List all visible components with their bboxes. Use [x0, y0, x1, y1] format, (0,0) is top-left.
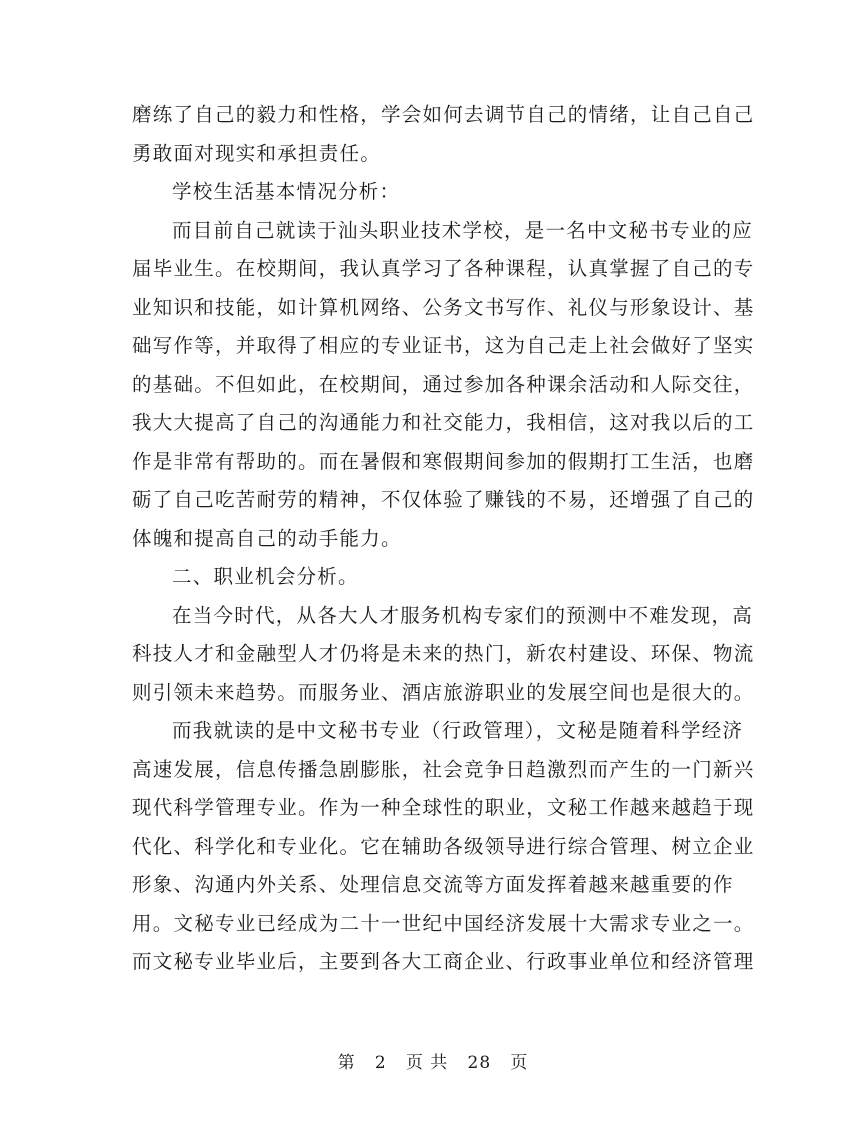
text-line: 届毕业生。在校期间，我认真学习了各种课程，认真掌握了自己的专 [132, 257, 755, 280]
text-line: 用。文秘专业已经成为二十一世纪中国经济发展十大需求专业之一。 [132, 911, 755, 935]
footer-prefix: 第 [337, 1053, 356, 1073]
text-line: 业知识和技能，如计算机网络、公务文书写作、礼仪与形象设计、基 [132, 295, 755, 319]
text-line: 磨练了自己的毅力和性格，学会如何去调节自己的情绪，让自己自己 [132, 103, 755, 126]
text-line: 的基础。不但如此，在校期间，通过参加各种课余活动和人际交往， [132, 372, 755, 396]
footer-page-number: 2 [374, 1053, 387, 1073]
text-line: 现代科学管理专业。作为一种全球性的职业，文秘工作越来越趋于现 [132, 796, 755, 819]
text-line: 础写作等，并取得了相应的专业证书，这为自己走上社会做好了坚实 [132, 334, 755, 357]
text-line: 作是非常有帮助的。而在暑假和寒假期间参加的假期打工生活，也磨 [132, 449, 755, 473]
text-line: 科技人才和金融型人才仍将是未来的热门，新农村建设、环保、物流 [132, 642, 755, 665]
text-line: 而我就读的是中文秘书专业（行政管理），文秘是随着科学经济 [172, 719, 744, 742]
text-line: 代化、科学化和专业化。它在辅助各级领导进行综合管理、树立企业 [132, 834, 755, 858]
text-line: 则引领未来趋势。而服务业、酒店旅游职业的发展空间也是很大的。 [132, 680, 755, 704]
section-heading: 二、职业机会分析。 [172, 565, 359, 588]
section-heading: 学校生活基本情况分析： [172, 180, 401, 203]
text-line: 形象、沟通内外关系、处理信息交流等方面发挥着越来越重要的作 [132, 873, 734, 896]
text-line: 而目前自己就读于汕头职业技术学校，是一名中文秘书专业的应 [172, 218, 754, 242]
footer-suffix: 页 [510, 1053, 529, 1073]
document-body [132, 96, 755, 982]
text-line: 在当今时代，从各大人才服务机构专家们的预测中不难发现，高 [172, 603, 754, 627]
text-line: 体魄和提高自己的动手能力。 [132, 526, 402, 550]
text-line: 勇敢面对现实和承担责任。 [132, 141, 382, 165]
text-line: 砺了自己吃苦耐劳的精神，不仅体验了赚钱的不易，还增强了自己的 [132, 488, 755, 511]
footer-middle: 页 共 [405, 1053, 449, 1073]
text-line: 而文秘专业毕业后，主要到各大工商企业、行政事业单位和经济管理 [132, 950, 755, 973]
page-footer [0, 1048, 866, 1073]
footer-total-pages: 28 [467, 1053, 492, 1073]
text-line: 高速发展，信息传播急剧膨胀，社会竞争日趋激烈而产生的一门新兴 [132, 757, 755, 781]
text-line: 我大大提高了自己的沟通能力和社交能力，我相信，这对我以后的工 [132, 411, 755, 434]
